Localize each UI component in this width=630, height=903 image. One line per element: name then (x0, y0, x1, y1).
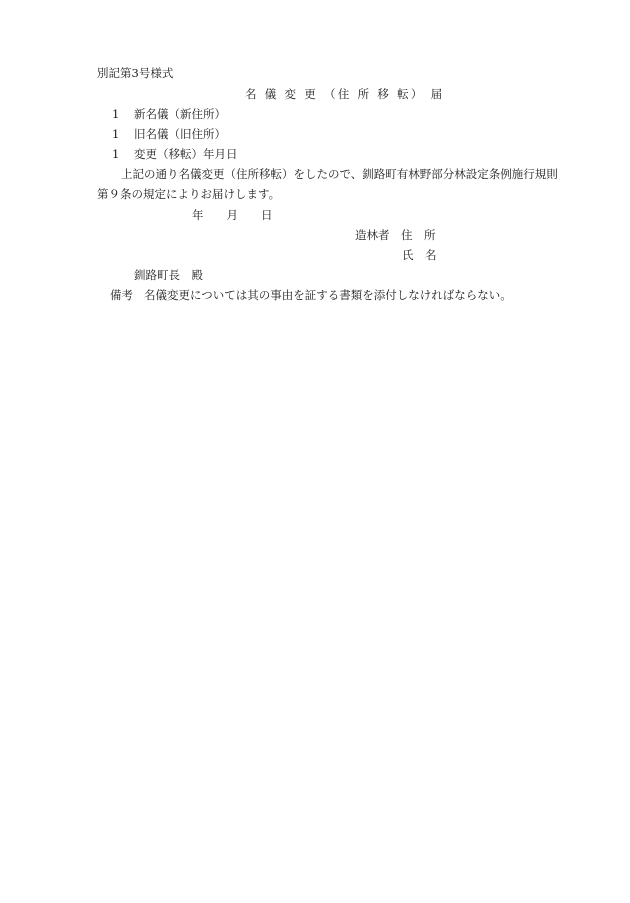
document-title: 名 儀 変 更 （住 所 移 転） 届 (245, 87, 445, 101)
item-change-date: 変更（移転）年月日 (134, 147, 238, 161)
item-new-name: 新名儀（新住所） (134, 107, 226, 121)
item-number: 1 (112, 127, 120, 141)
item-number: 1 (112, 107, 120, 121)
addressee: 釧路町長 殿 (134, 268, 203, 282)
body-text-line: 上記の通り名儀変更（住所移転）をしたので、釧路町有林野部分林設定条例施行規則 (121, 167, 558, 181)
item-number: 1 (112, 147, 120, 161)
body-text-line: 第９条の規定によりお届けします。 (97, 187, 281, 201)
date-line: 年 月 日 (192, 208, 273, 222)
remarks-label: 備考 (110, 288, 133, 302)
applicant-name-label: 氏 名 (402, 248, 437, 262)
applicant-address-label: 造林者 住 所 (355, 228, 436, 242)
item-old-name: 旧名儀（旧住所） (134, 127, 226, 141)
remarks-text: 名儀変更については其の事由を証する書類を添付しなければならない。 (144, 288, 512, 302)
form-number: 別記第3号様式 (97, 66, 174, 80)
